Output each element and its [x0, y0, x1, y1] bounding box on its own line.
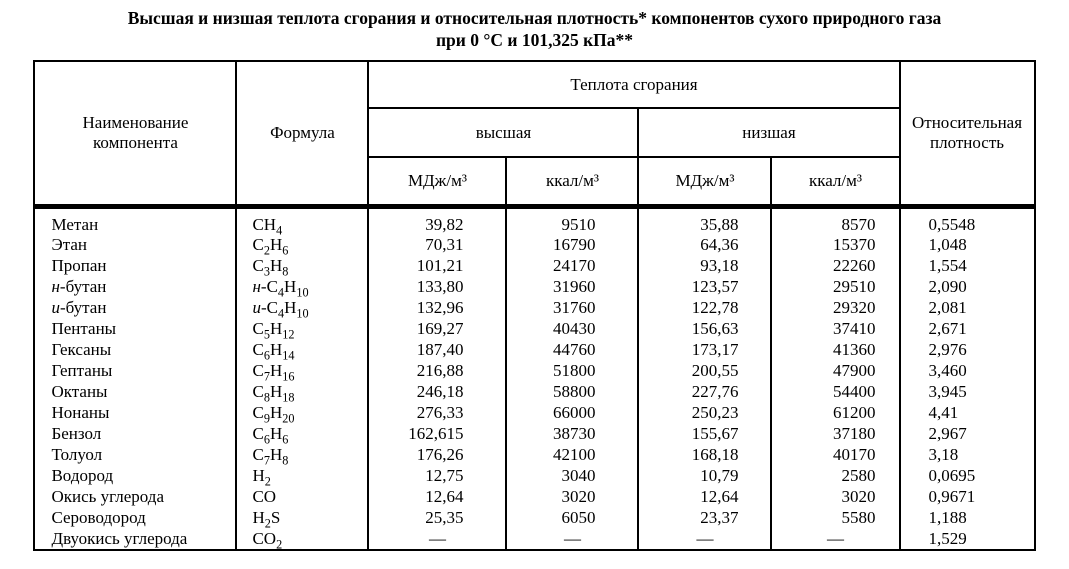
table-row [34, 445, 1034, 466]
cell-density: 2,081 [900, 298, 1035, 319]
cell-lower-mj: 173,17 [638, 340, 771, 361]
cell-formula: $C_6H_6$ [236, 424, 368, 445]
cell-component-name: н-бутан [34, 277, 236, 298]
cell-lower-mj: — [638, 529, 771, 550]
cell-lower-kcal: 54400 [771, 382, 899, 403]
cell-density: 0,0695 [900, 466, 1035, 487]
table-row [34, 424, 1034, 445]
table-row [34, 319, 1034, 340]
cell-lower-kcal: 37410 [771, 319, 899, 340]
cell-density: 2,671 [900, 319, 1035, 340]
cell-lower-mj: 250,23 [638, 403, 771, 424]
cell-higher-kcal: 9510 [506, 206, 638, 235]
cell-density: 3,460 [900, 361, 1035, 382]
cell-higher-mj: 187,40 [368, 340, 506, 361]
table-row [34, 340, 1034, 361]
cell-lower-mj: 10,79 [638, 466, 771, 487]
cell-component-name: и-бутан [34, 298, 236, 319]
cell-higher-kcal: 66000 [506, 403, 638, 424]
cell-component-name: Бензол [34, 424, 236, 445]
cell-formula: $C_2H_6$ [236, 235, 368, 256]
header-formula: Формула [236, 61, 368, 206]
cell-lower-kcal: 40170 [771, 445, 899, 466]
table-row [34, 235, 1034, 256]
cell-higher-kcal: 6050 [506, 508, 638, 529]
header-heat-of-combustion: Теплота сгорания [368, 61, 899, 108]
cell-lower-mj: 123,57 [638, 277, 771, 298]
cell-higher-mj: 70,31 [368, 235, 506, 256]
cell-density: 3,945 [900, 382, 1035, 403]
cell-component-name: Толуол [34, 445, 236, 466]
table-row [34, 277, 1034, 298]
cell-higher-mj: 276,33 [368, 403, 506, 424]
cell-lower-mj: 155,67 [638, 424, 771, 445]
cell-lower-kcal: 22260 [771, 256, 899, 277]
cell-formula: $C_5H_{12}$ [236, 319, 368, 340]
cell-lower-mj: 122,78 [638, 298, 771, 319]
cell-higher-mj: 246,18 [368, 382, 506, 403]
cell-component-name: Окись углерода [34, 487, 236, 508]
cell-density: 1,529 [900, 529, 1035, 550]
cell-higher-kcal: 42100 [506, 445, 638, 466]
cell-component-name: Пентаны [34, 319, 236, 340]
cell-higher-kcal: 51800 [506, 361, 638, 382]
cell-density: 3,18 [900, 445, 1035, 466]
table-row [34, 508, 1034, 529]
title-line-1: Высшая и низшая теплота сгорания и относительная плотность* компонентов сухого природного газа [127, 8, 942, 28]
cell-lower-mj: 12,64 [638, 487, 771, 508]
cell-component-name: Октаны [34, 382, 236, 403]
cell-lower-kcal: 29320 [771, 298, 899, 319]
table-row [34, 298, 1034, 319]
page-title [0, 0, 1069, 51]
cell-formula: CO [236, 487, 368, 508]
cell-formula: $C_7H_8$ [236, 445, 368, 466]
cell-higher-kcal: 31760 [506, 298, 638, 319]
cell-formula: $H_2$ [236, 466, 368, 487]
cell-formula: $C_8H_{18}$ [236, 382, 368, 403]
cell-lower-mj: 93,18 [638, 256, 771, 277]
table-body [34, 206, 1034, 550]
table-row [34, 466, 1034, 487]
cell-lower-kcal: 8570 [771, 206, 899, 235]
gas-components-table [33, 60, 1035, 551]
header-lower-kcal-unit: ккал/м³ [771, 157, 899, 206]
cell-density: 1,554 [900, 256, 1035, 277]
cell-lower-kcal: 61200 [771, 403, 899, 424]
table-row [34, 256, 1034, 277]
cell-component-name: Нонаны [34, 403, 236, 424]
cell-formula: $и-C_4H_{10}$ [236, 298, 368, 319]
table-row [34, 206, 1034, 235]
cell-higher-kcal: 31960 [506, 277, 638, 298]
cell-higher-kcal: 40430 [506, 319, 638, 340]
cell-higher-kcal: 16790 [506, 235, 638, 256]
cell-lower-kcal: 41360 [771, 340, 899, 361]
cell-higher-mj: — [368, 529, 506, 550]
cell-lower-mj: 35,88 [638, 206, 771, 235]
header-higher: высшая [368, 108, 638, 157]
cell-component-name: Пропан [34, 256, 236, 277]
header-higher-mj-unit: МДж/м³ [368, 157, 506, 206]
cell-higher-mj: 162,615 [368, 424, 506, 445]
cell-higher-kcal: 38730 [506, 424, 638, 445]
cell-density: 2,090 [900, 277, 1035, 298]
cell-lower-kcal: 3020 [771, 487, 899, 508]
cell-lower-mj: 64,36 [638, 235, 771, 256]
cell-component-name: Метан [34, 206, 236, 235]
cell-higher-kcal: 24170 [506, 256, 638, 277]
cell-density: 1,188 [900, 508, 1035, 529]
cell-higher-kcal: — [506, 529, 638, 550]
cell-lower-mj: 168,18 [638, 445, 771, 466]
cell-lower-kcal: 29510 [771, 277, 899, 298]
cell-formula: $CO_2$ [236, 529, 368, 550]
cell-higher-mj: 216,88 [368, 361, 506, 382]
cell-higher-mj: 101,21 [368, 256, 506, 277]
cell-higher-mj: 25,35 [368, 508, 506, 529]
cell-higher-kcal: 3020 [506, 487, 638, 508]
cell-formula: $CH_4$ [236, 206, 368, 235]
cell-lower-kcal: 37180 [771, 424, 899, 445]
cell-component-name: Двуокись углерода [34, 529, 236, 550]
header-lower-mj-unit: МДж/м³ [638, 157, 771, 206]
header-lower: низшая [638, 108, 899, 157]
cell-density: 2,967 [900, 424, 1035, 445]
cell-lower-kcal: 15370 [771, 235, 899, 256]
cell-component-name: Сероводород [34, 508, 236, 529]
header-relative-density: Относительная плотность [900, 61, 1035, 206]
table-row [34, 361, 1034, 382]
header-component: Наименование компонента [34, 61, 236, 206]
header-higher-kcal-unit: ккал/м³ [506, 157, 638, 206]
cell-density: 2,976 [900, 340, 1035, 361]
cell-lower-mj: 200,55 [638, 361, 771, 382]
cell-higher-mj: 132,96 [368, 298, 506, 319]
cell-lower-kcal: 2580 [771, 466, 899, 487]
cell-formula: $н-C_4H_{10}$ [236, 277, 368, 298]
cell-higher-kcal: 44760 [506, 340, 638, 361]
cell-lower-mj: 23,37 [638, 508, 771, 529]
cell-higher-mj: 176,26 [368, 445, 506, 466]
cell-higher-kcal: 58800 [506, 382, 638, 403]
cell-higher-mj: 133,80 [368, 277, 506, 298]
cell-lower-mj: 227,76 [638, 382, 771, 403]
cell-lower-mj: 156,63 [638, 319, 771, 340]
cell-lower-kcal: 47900 [771, 361, 899, 382]
table-row [34, 382, 1034, 403]
cell-formula: $C_6H_{14}$ [236, 340, 368, 361]
cell-lower-kcal: 5580 [771, 508, 899, 529]
cell-higher-mj: 12,64 [368, 487, 506, 508]
cell-formula: $H_2S$ [236, 508, 368, 529]
title-line-2: при 0 °С и 101,325 кПа** [435, 30, 634, 50]
cell-component-name: Этан [34, 235, 236, 256]
cell-higher-mj: 12,75 [368, 466, 506, 487]
table-row [34, 403, 1034, 424]
cell-component-name: Гептаны [34, 361, 236, 382]
cell-density: 1,048 [900, 235, 1035, 256]
cell-density: 0,5548 [900, 206, 1035, 235]
cell-higher-mj: 39,82 [368, 206, 506, 235]
table-row [34, 529, 1034, 550]
cell-lower-kcal: — [771, 529, 899, 550]
cell-formula: $C_9H_{20}$ [236, 403, 368, 424]
cell-higher-mj: 169,27 [368, 319, 506, 340]
cell-component-name: Гексаны [34, 340, 236, 361]
table-row [34, 487, 1034, 508]
table-header [34, 61, 1034, 206]
cell-higher-kcal: 3040 [506, 466, 638, 487]
cell-density: 0,9671 [900, 487, 1035, 508]
cell-density: 4,41 [900, 403, 1035, 424]
cell-formula: $C_7H_{16}$ [236, 361, 368, 382]
cell-formula: $C_3H_8$ [236, 256, 368, 277]
cell-component-name: Водород [34, 466, 236, 487]
